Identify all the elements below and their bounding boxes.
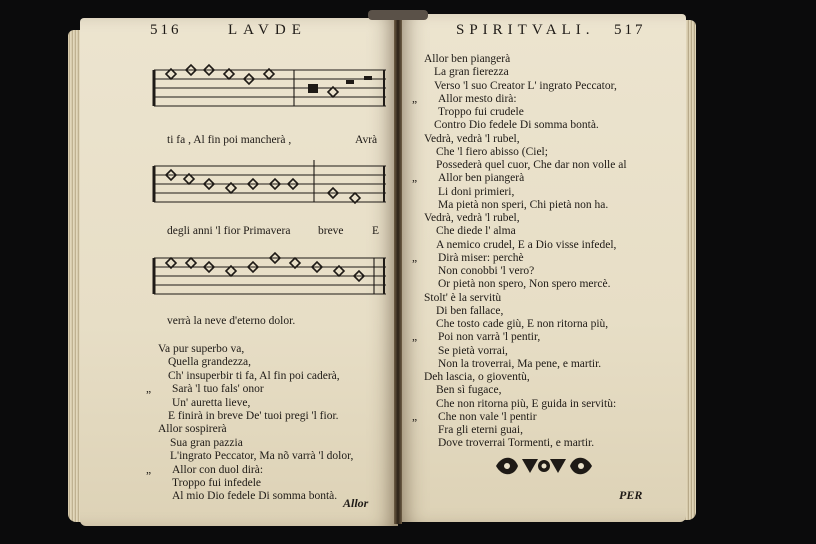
verse-marker: „	[412, 251, 418, 264]
verse-marker: „	[412, 331, 418, 344]
verse-text: Ma pietà non speri, Chi pietà non ha.	[438, 198, 609, 211]
verse-text: Vedrà, vedrà 'l rubel,	[424, 212, 520, 224]
verse-marker: „	[412, 92, 418, 105]
verse-line	[412, 410, 537, 424]
verse-text: Sua gran pazzia	[170, 436, 243, 449]
verse-line	[436, 319, 608, 331]
verse-text: Ben sì fugace,	[436, 384, 502, 397]
music-staff-3	[152, 250, 388, 298]
verse-text: L'ingrato Peccator, Ma nõ varrà 'l dolor,	[170, 450, 354, 463]
verse-line	[434, 81, 617, 93]
left-catchword: Allor	[343, 496, 369, 510]
verse-line	[436, 160, 627, 172]
verse-text: Va pur superbo va,	[158, 343, 245, 355]
verse-text: Deh lascia, o gioventù,	[424, 371, 530, 383]
verse-line	[436, 399, 616, 411]
verse-text: Allor con duol dirà:	[172, 463, 264, 476]
left-page-number: 516	[150, 22, 182, 38]
verse-line	[170, 451, 353, 463]
music-staff-1	[152, 62, 388, 110]
lyric-line-2c: E	[372, 225, 380, 237]
verse-text: Troppo fui infedele	[172, 477, 262, 489]
tailpiece-ornament	[492, 453, 596, 479]
verse-text: Allor ben piangerà	[438, 172, 525, 185]
verse-line	[146, 383, 264, 396]
verse-text: Se pietà vorrai,	[438, 344, 508, 357]
verse-text: Di ben fallace,	[436, 304, 504, 317]
verse-marker: „	[146, 383, 152, 396]
spine-binding	[368, 10, 428, 20]
right-running-head: SPIRITVALI.	[456, 22, 595, 38]
verse-line	[412, 251, 524, 265]
verse-line	[438, 187, 514, 199]
verse-text: Allor sospirerà	[158, 423, 227, 436]
verse-line	[438, 346, 508, 358]
verse-line	[168, 357, 251, 369]
verse-text: Vedrà, vedrà 'l rubel,	[424, 132, 520, 145]
verse-text: Che 'l fiero abisso (Ciel;	[436, 145, 548, 158]
lyric-line-1b: Avrà	[355, 134, 378, 146]
verse-text: Ch' insuperbir ti fa, Al fin poi caderà,	[168, 369, 340, 382]
verse-line	[436, 226, 516, 238]
verse-text: Non la troverrai, Ma pene, e martir.	[438, 357, 602, 370]
verse-line	[438, 425, 523, 437]
verse-text: Al mio Dio fedele Di somma bontà.	[172, 490, 338, 503]
lyric-line-2b: breve	[318, 225, 344, 237]
right-catchword: PER	[619, 488, 643, 502]
verse-text: E finirà in breve De' tuoi pregi 'l fior.	[168, 410, 339, 422]
verse-text: Un' auretta lieve,	[172, 396, 251, 409]
lyric-line-2a: degli anni 'l fior Primavera	[167, 225, 291, 237]
verse-text: Poi non varrà 'l pentir,	[438, 331, 541, 344]
verse-marker: „	[412, 172, 418, 185]
verse-line	[158, 424, 227, 436]
verse-line	[172, 398, 250, 410]
verse-text: Possederà quel cuor, Che dar non volle al	[436, 159, 627, 171]
verse-text: Che non ritorna più, E guida in servitù:	[436, 397, 617, 410]
verse-marker: „	[146, 463, 152, 476]
verse-text: Che non vale 'l pentir	[438, 410, 537, 423]
verse-line	[170, 438, 243, 450]
verse-line	[434, 120, 599, 132]
verse-text: Che tosto cade giù, E non ritorna più,	[436, 318, 609, 330]
verse-line	[438, 279, 610, 291]
verse-line	[438, 107, 524, 119]
verse-line	[438, 359, 601, 371]
verse-text: Allor mesto dirà:	[438, 92, 517, 105]
verse-text: A nemico crudel, E a Dio visse infedel,	[436, 238, 617, 251]
verse-marker: „	[412, 410, 418, 423]
verse-line	[168, 371, 340, 383]
verse-line	[172, 491, 337, 503]
verse-text: Dove troverrai Tormenti, e martir.	[438, 437, 595, 450]
verse-text: Allor ben piangerà	[424, 53, 511, 65]
verse-line	[172, 478, 261, 490]
verse-line	[434, 67, 509, 79]
verse-text: Troppo fui crudele	[438, 106, 524, 118]
verse-text: Sarà 'l tuo fals' onor	[172, 383, 264, 396]
verse-text: Non conobbi 'l vero?	[438, 265, 535, 277]
verse-line	[168, 411, 339, 423]
verse-text: Dirà miser: perchè	[438, 251, 524, 264]
book-gutter	[394, 16, 402, 524]
verse-text: Fra gli eterni guai,	[438, 424, 523, 436]
verse-line	[424, 54, 510, 66]
verse-line	[424, 213, 520, 225]
verse-text: Li doni primieri,	[438, 185, 515, 198]
lyric-line-1a: ti fa , Al fin poi mancherà ,	[167, 134, 292, 146]
verse-text: Stolt' è la servitù	[424, 291, 502, 304]
verse-line	[438, 200, 608, 212]
verse-line	[412, 331, 541, 344]
verse-line	[438, 266, 534, 278]
verse-text: Contro Dio fedele Di somma bontà.	[434, 119, 599, 132]
verse-line	[424, 293, 501, 305]
right-page-number: 517	[614, 22, 646, 38]
verse-line	[424, 372, 530, 384]
music-staff-2	[152, 158, 388, 206]
verse-line	[146, 463, 264, 477]
lyric-line-3: verrà la neve d'eterno dolor.	[167, 315, 296, 327]
verse-text: Quella grandezza,	[168, 356, 252, 369]
left-running-head: LAVDE	[228, 22, 307, 38]
verse-line	[412, 92, 517, 106]
verse-text: Che diede l' alma	[436, 225, 516, 238]
verse-text: Verso 'l suo Creator L' ingrato Peccator,	[434, 79, 617, 92]
verse-line	[438, 438, 594, 450]
verse-line	[436, 147, 548, 159]
verse-line	[436, 306, 503, 318]
verse-text: La gran fierezza	[434, 66, 509, 79]
verse-text: Or pietà non spero, Non spero mercè.	[438, 278, 611, 291]
verse-line	[424, 134, 520, 146]
verse-line	[158, 344, 244, 356]
verse-line	[436, 385, 501, 397]
verse-line	[412, 172, 525, 185]
verse-line	[436, 240, 616, 252]
